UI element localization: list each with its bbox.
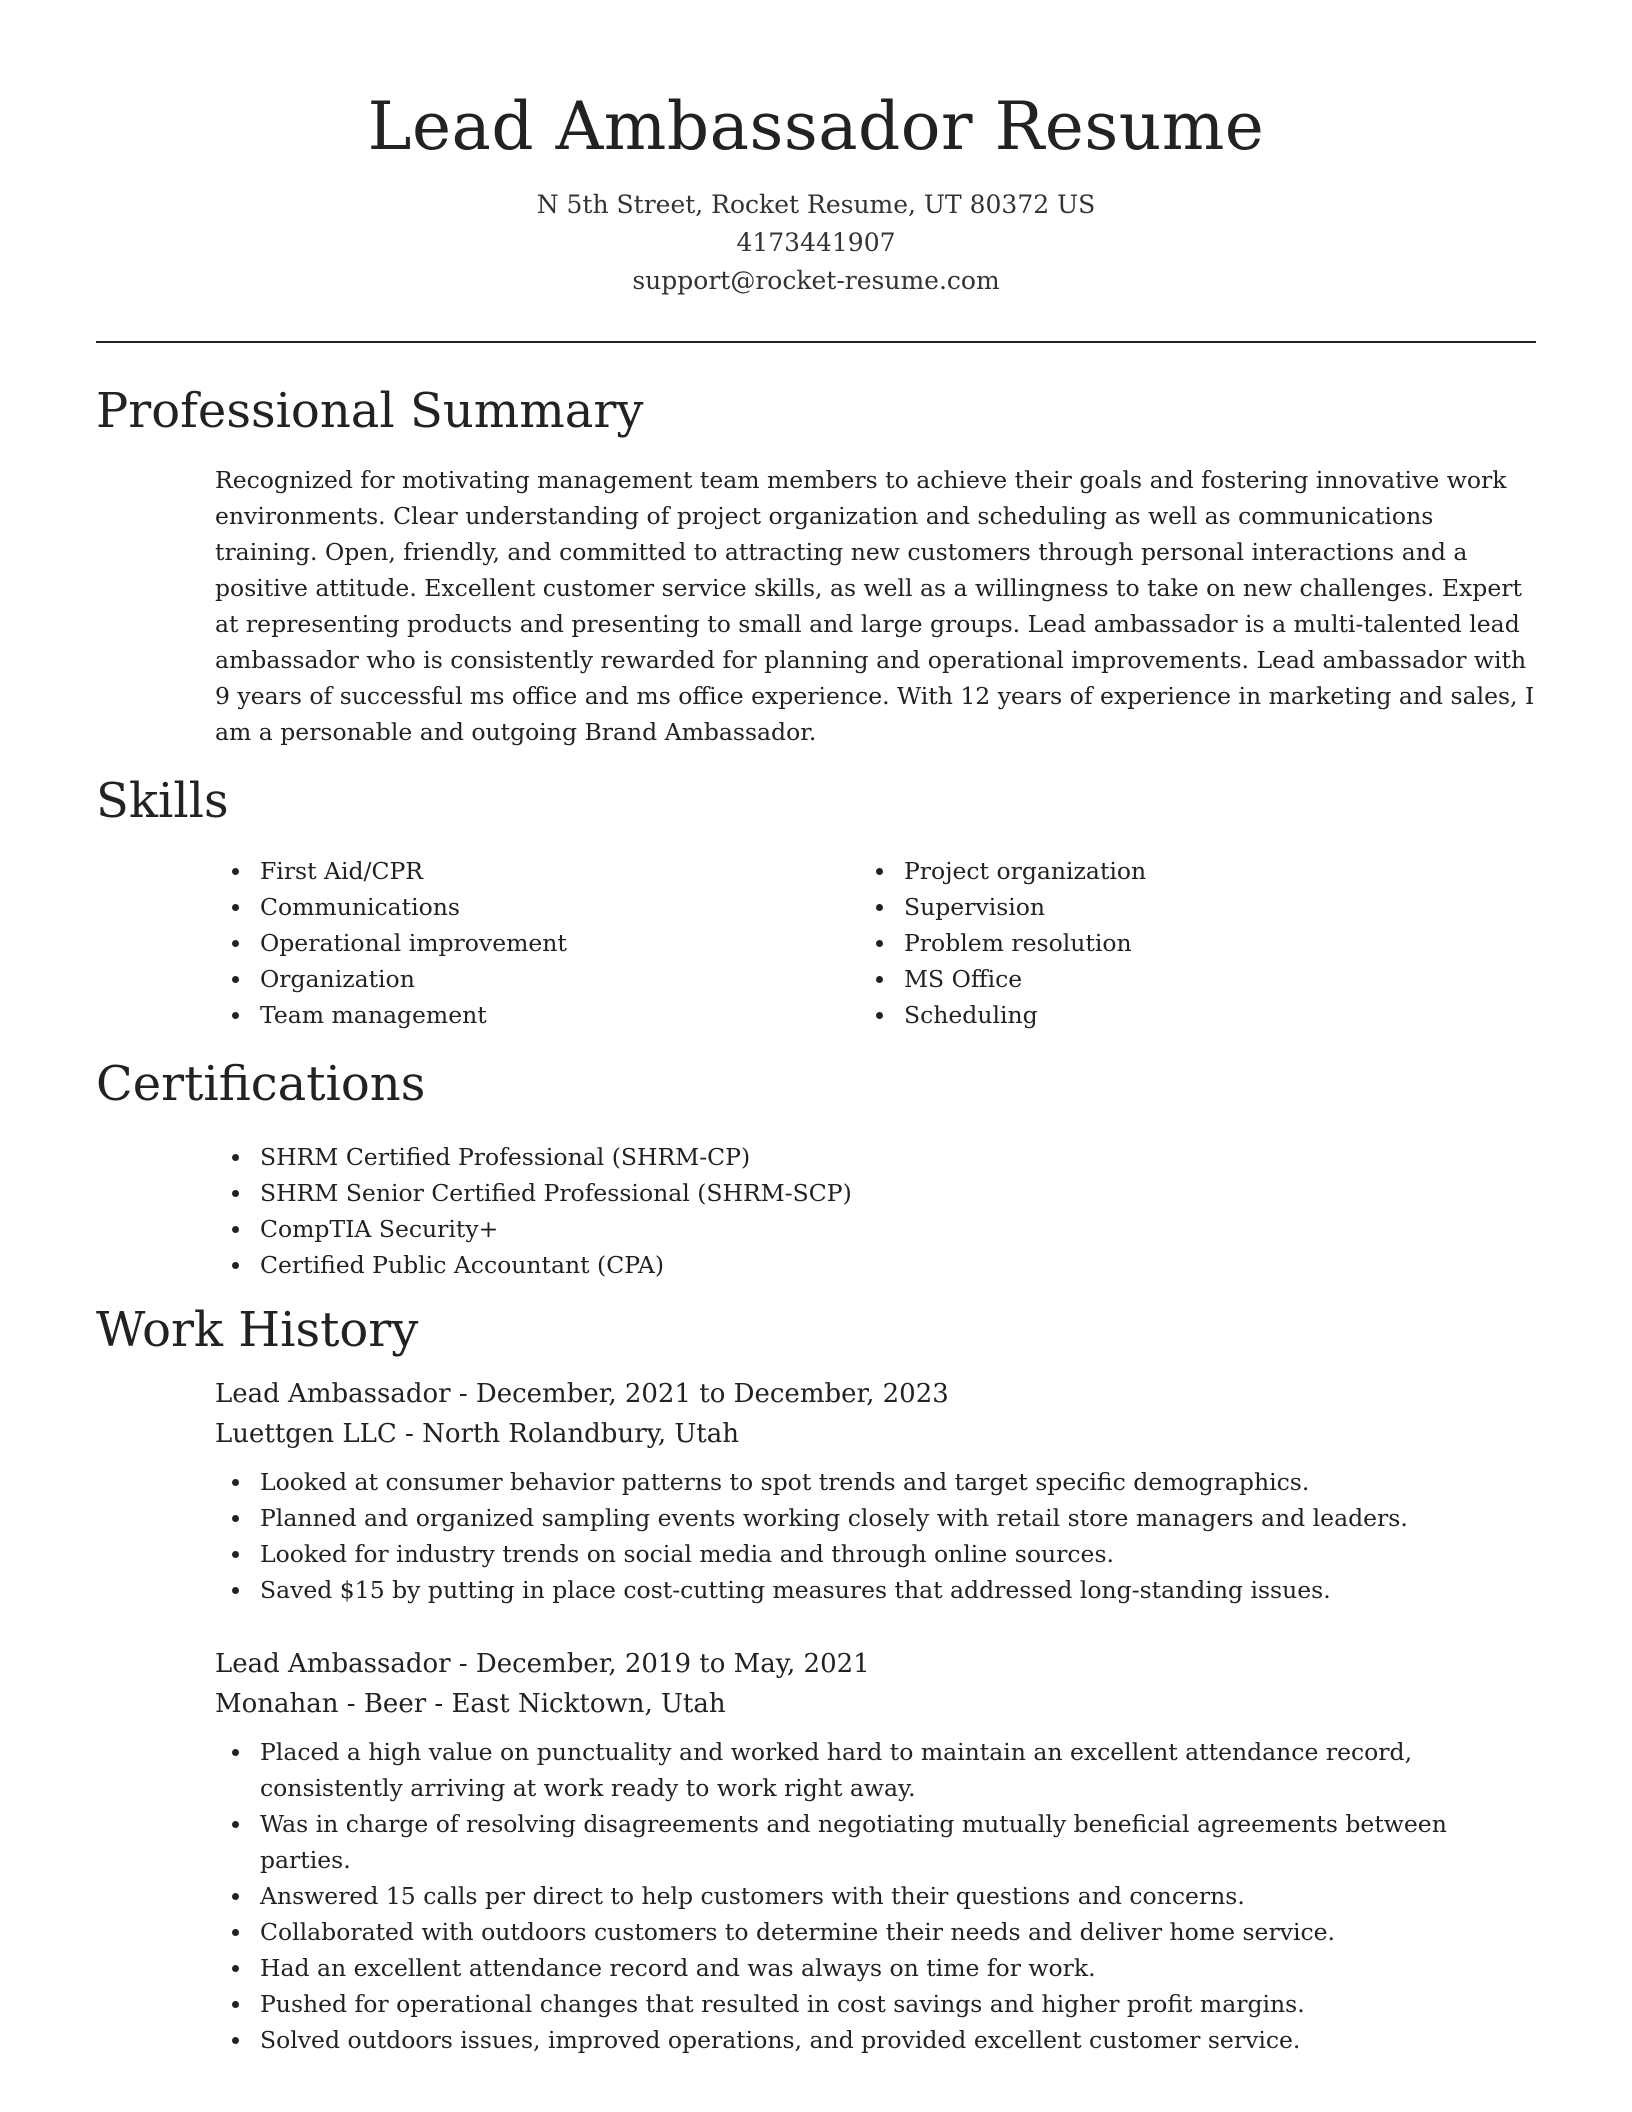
job-bullet: Answered 15 calls per direct to help customers with their questions and concerns. (215, 1878, 1535, 1914)
skills-heading: Skills (96, 773, 229, 829)
skill-item: Operational improvement (215, 925, 855, 961)
certifications-heading: Certifications (96, 1056, 426, 1112)
skill-item: Project organization (859, 853, 1499, 889)
job-bullet: Solved outdoors issues, improved operations, and provided excellent customer service. (215, 2022, 1535, 2058)
job-company: Luettgen LLC (215, 1419, 397, 1449)
header-divider (96, 341, 1536, 343)
job-entry (215, 1374, 1535, 1608)
certification-item: CompTIA Security+ (215, 1211, 1415, 1247)
job-dates: - December, 2021 to December, 2023 (450, 1379, 949, 1409)
certification-item: SHRM Senior Certified Professional (SHRM-SCP) (215, 1175, 1415, 1211)
job-bullet: Placed a high value on punctuality and worked hard to maintain an excellent attendance record, consistently arriving at work ready to work right away. (215, 1734, 1535, 1806)
job-location: - North Rolandbury, Utah (396, 1419, 739, 1449)
skill-item: MS Office (859, 961, 1499, 997)
skill-item: Organization (215, 961, 855, 997)
skill-item: First Aid/CPR (215, 853, 855, 889)
contact-address: N 5th Street, Rocket Resume, UT 80372 US (536, 190, 1096, 219)
certification-item: SHRM Certified Professional (SHRM-CP) (215, 1139, 1415, 1175)
job-bullet: Planned and organized sampling events working closely with retail store managers and leaders. (215, 1500, 1535, 1536)
skill-item: Communications (215, 889, 855, 925)
job-bullet: Saved $15 by putting in place cost-cutting measures that addressed long-standing issues. (215, 1572, 1535, 1608)
job-bullet-list (215, 1464, 1535, 1608)
skill-item: Scheduling (859, 997, 1499, 1033)
job-title: Lead Ambassador (215, 1649, 451, 1679)
skills-list-left (215, 853, 855, 1033)
contact-phone: 4173441907 (736, 228, 896, 257)
job-title-line (215, 1644, 1535, 1684)
job-dates: - December, 2019 to May, 2021 (450, 1649, 870, 1679)
job-title-line (215, 1374, 1535, 1414)
summary-heading: Professional Summary (96, 383, 644, 439)
resume-title: Lead Ambassador Resume (367, 88, 1265, 165)
job-location: - East Nicktown, Utah (426, 1689, 726, 1719)
certifications-list (215, 1139, 1415, 1283)
skill-item: Problem resolution (859, 925, 1499, 961)
resume-header (0, 82, 1632, 300)
job-bullet: Looked for industry trends on social media and through online sources. (215, 1536, 1535, 1572)
contact-block (0, 186, 1632, 300)
job-bullet: Collaborated with outdoors customers to determine their needs and deliver home service. (215, 1914, 1535, 1950)
job-bullet: Looked at consumer behavior patterns to spot trends and target specific demographics. (215, 1464, 1535, 1500)
summary-text: Recognized for motivating management team members to achieve their goals and fostering innovative work environments. Clear understanding of project organization and scheduling as well as communications training. Open, friendly, and committed to attracting new customers through personal interactions and a positive attitude. Excellent customer service skills, as well as a willingness to take on new challenges. Expert at representing products and presenting to small and large groups. Lead ambassador is a multi-talented lead ambassador who is consistently rewarded for planning and operational improvements. Lead ambassador with 9 years of successful ms office and ms office experience. With 12 years of experience in marketing and sales, I am a personable and outgoing Brand Ambassador. (215, 466, 1535, 746)
skill-item: Supervision (859, 889, 1499, 925)
job-company-line (215, 1684, 1535, 1724)
job-bullet: Pushed for operational changes that resulted in cost savings and higher profit margins. (215, 1986, 1535, 2022)
job-title: Lead Ambassador (215, 1379, 451, 1409)
contact-email: support@rocket-resume.com (632, 266, 1000, 295)
job-bullet-list (215, 1734, 1535, 2058)
job-bullet: Had an excellent attendance record and was always on time for work. (215, 1950, 1535, 1986)
job-company-line (215, 1414, 1535, 1454)
job-bullet: Was in charge of resolving disagreements and negotiating mutually beneficial agreements between parties. (215, 1806, 1535, 1878)
job-company: Monahan - Beer (215, 1689, 427, 1719)
job-entry (215, 1644, 1535, 2058)
skills-list-right (859, 853, 1499, 1033)
work-history-heading: Work History (96, 1302, 419, 1358)
certification-item: Certified Public Accountant (CPA) (215, 1247, 1415, 1283)
skill-item: Team management (215, 997, 855, 1033)
